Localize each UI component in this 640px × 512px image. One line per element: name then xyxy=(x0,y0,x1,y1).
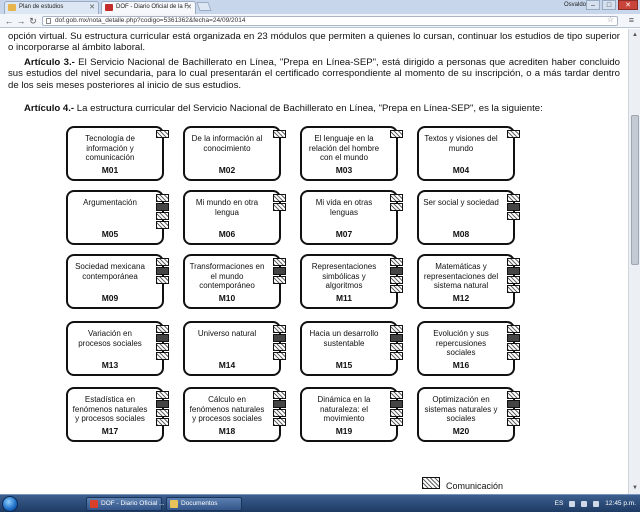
puzzle-tab xyxy=(156,194,169,202)
puzzle-tab xyxy=(390,325,403,333)
close-window-button[interactable]: ✕ xyxy=(618,0,638,10)
module-puzzle-tabs xyxy=(390,325,403,360)
scroll-down-arrow-icon[interactable]: ▼ xyxy=(632,485,638,491)
reload-icon[interactable]: ↻ xyxy=(29,16,37,26)
puzzle-tab xyxy=(390,203,403,211)
module-code: M07 xyxy=(335,229,353,239)
module-code: M17 xyxy=(101,426,119,436)
module-code: M16 xyxy=(452,360,470,370)
puzzle-tab xyxy=(156,276,169,284)
puzzle-tab xyxy=(156,400,169,408)
module-code: M15 xyxy=(335,360,353,370)
scroll-up-arrow-icon[interactable]: ▲ xyxy=(632,32,638,38)
puzzle-tab xyxy=(273,400,286,408)
start-button[interactable] xyxy=(2,496,18,512)
puzzle-tab xyxy=(390,334,403,342)
puzzle-tab xyxy=(156,221,169,229)
close-tab-icon[interactable]: ✕ xyxy=(89,4,95,11)
module-code: M04 xyxy=(452,165,470,175)
wrench-menu-icon[interactable]: ≡ xyxy=(628,15,634,25)
article-4-text: La estructura curricular del Servicio Nacional de Bachillerato en Línea, "Prepa en Línea-SEP", es la siguiente: xyxy=(74,103,543,114)
module-name: Universo natural xyxy=(197,329,257,338)
module-name: Representaciones simbólicas y algoritmos xyxy=(311,262,377,290)
puzzle-tab xyxy=(156,409,169,417)
puzzle-tab xyxy=(507,258,520,266)
system-tray xyxy=(555,495,640,512)
browser-toolbar xyxy=(0,14,640,28)
module-puzzle-tabs xyxy=(156,325,169,360)
clock[interactable]: 12:45 p.m. xyxy=(605,500,636,507)
puzzle-tab xyxy=(273,276,286,284)
module-name: Cálculo en fenómenos naturales y procesos sociales xyxy=(189,395,265,423)
module-code: M09 xyxy=(101,293,119,303)
module-code: M18 xyxy=(218,426,236,436)
module-card xyxy=(417,126,515,181)
puzzle-tab xyxy=(507,267,520,275)
module-puzzle-tabs xyxy=(390,391,403,426)
puzzle-tab xyxy=(273,258,286,266)
browser-tab-strip xyxy=(0,0,640,14)
module-name: De la información al conocimiento xyxy=(191,134,263,153)
module-code: M03 xyxy=(335,165,353,175)
windows-taskbar xyxy=(0,494,640,512)
module-card xyxy=(417,254,515,309)
tab-label: Plan de estudios xyxy=(19,4,64,10)
tab-dof[interactable] xyxy=(101,1,196,14)
module-puzzle-tabs xyxy=(507,325,520,360)
intro-text: opción virtual. Su estructura curricular está organizada en 23 módulos que permiten a quienes lo cursan, continuar los estudios de tipo superior o incorporarse al ámbito laboral. xyxy=(8,31,620,54)
task-label: Documentos xyxy=(181,500,218,507)
module-name: Matemáticas y representaciones del sistema natural xyxy=(423,262,499,290)
module-name: Dinámica en la naturaleza: el movimiento xyxy=(317,395,371,423)
puzzle-tab xyxy=(390,409,403,417)
puzzle-tab xyxy=(273,203,286,211)
volume-icon[interactable] xyxy=(581,501,587,507)
module-puzzle-tabs xyxy=(273,258,286,284)
puzzle-tab xyxy=(156,334,169,342)
puzzle-tab xyxy=(273,352,286,360)
module-code: M06 xyxy=(218,229,236,239)
module-name: Hacia un desarrollo sustentable xyxy=(309,329,379,348)
puzzle-tab xyxy=(507,194,520,202)
module-puzzle-tabs xyxy=(390,130,403,138)
puzzle-tab xyxy=(156,418,169,426)
module-code: M20 xyxy=(452,426,470,436)
module-name: Evolución y sus repercusiones sociales xyxy=(433,329,489,357)
module-code: M10 xyxy=(218,293,236,303)
module-name: Mi mundo en otra lengua xyxy=(195,198,259,217)
puzzle-tab xyxy=(507,409,520,417)
url-text: dof.gob.mx/nota_detalle.php?codigo=5361362&fecha=24/09/2014 xyxy=(55,17,246,24)
puzzle-tab xyxy=(156,130,169,138)
bookmark-star-icon[interactable]: ☆ xyxy=(606,15,614,24)
module-card xyxy=(66,126,164,181)
maximize-button[interactable]: □ xyxy=(602,0,616,10)
dof-favicon-icon xyxy=(105,4,113,11)
module-puzzle-tabs xyxy=(273,194,286,211)
module-code: M14 xyxy=(218,360,236,370)
puzzle-tab xyxy=(390,285,403,293)
module-puzzle-tabs xyxy=(507,130,520,138)
module-puzzle-tabs xyxy=(156,391,169,426)
chrome-icon xyxy=(90,500,98,508)
module-card xyxy=(300,321,398,376)
module-name: Optimización en sistemas naturales y sociales xyxy=(424,395,498,423)
puzzle-tab xyxy=(390,343,403,351)
puzzle-tab xyxy=(273,409,286,417)
module-puzzle-tabs xyxy=(507,258,520,293)
vertical-scrollbar[interactable] xyxy=(628,29,640,494)
module-card xyxy=(66,190,164,245)
puzzle-tab xyxy=(273,334,286,342)
puzzle-tab xyxy=(507,130,520,138)
article-3-text: El Servicio Nacional de Bachillerato en Línea, "Prepa en Línea-SEP", está dirigido a personas que acrediten haber concluido sus estudios del nivel secundaria, para lo cual presentarán el certificado correspondiente al momento de su inscripción, o a más tardar dentro de los seis meses posteriores al inicio de sus estudios. xyxy=(8,57,620,91)
module-puzzle-tabs xyxy=(156,258,169,284)
language-indicator[interactable]: ES xyxy=(554,500,564,507)
puzzle-tab xyxy=(390,400,403,408)
module-card xyxy=(66,387,164,442)
module-code: M12 xyxy=(452,293,470,303)
module-name: Argumentación xyxy=(83,198,137,207)
module-code: M02 xyxy=(218,165,236,175)
module-code: M13 xyxy=(101,360,119,370)
module-puzzle-tabs xyxy=(390,258,403,293)
module-card xyxy=(183,126,281,181)
puzzle-tab xyxy=(156,325,169,333)
task-label: DOF - Diario Oficial ... xyxy=(101,500,165,507)
module-puzzle-tabs xyxy=(156,194,169,229)
puzzle-tab xyxy=(507,391,520,399)
module-card xyxy=(300,254,398,309)
module-card xyxy=(183,321,281,376)
puzzle-tab xyxy=(156,258,169,266)
puzzle-tab xyxy=(273,391,286,399)
puzzle-tab xyxy=(156,203,169,211)
window-controls xyxy=(586,0,638,10)
folder-icon xyxy=(170,500,178,508)
module-name: Variación en procesos sociales xyxy=(78,329,142,348)
puzzle-tab xyxy=(390,130,403,138)
puzzle-tab xyxy=(156,267,169,275)
legend-label: Comunicación xyxy=(446,481,504,491)
module-puzzle-tabs xyxy=(156,130,169,138)
article-4-label: Artículo 4.- xyxy=(24,103,75,114)
module-code: M08 xyxy=(452,229,470,239)
puzzle-tab xyxy=(507,400,520,408)
article-3-paragraph xyxy=(8,57,620,91)
close-tab-icon[interactable]: ✕ xyxy=(186,4,192,11)
module-code: M05 xyxy=(101,229,119,239)
puzzle-tab xyxy=(390,276,403,284)
puzzle-tab xyxy=(273,343,286,351)
puzzle-tab xyxy=(390,258,403,266)
back-arrow-icon[interactable]: ← xyxy=(4,16,14,26)
tab-plan-de-estudios[interactable] xyxy=(4,1,99,14)
module-name: El lenguaje en la relación del hombre con el mundo xyxy=(308,134,380,162)
module-puzzle-tabs xyxy=(507,194,520,220)
legend-swatch xyxy=(422,477,440,489)
puzzle-tab xyxy=(390,391,403,399)
module-puzzle-tabs xyxy=(507,391,520,426)
module-name: Textos y visiones del mundo xyxy=(424,134,498,153)
module-card xyxy=(66,254,164,309)
puzzle-tab xyxy=(390,418,403,426)
module-code: M11 xyxy=(335,293,353,303)
puzzle-tab xyxy=(507,325,520,333)
page-icon xyxy=(46,18,51,24)
puzzle-tab xyxy=(507,418,520,426)
module-name: Mi vida en otras lenguas xyxy=(315,198,373,217)
network-icon[interactable] xyxy=(569,501,575,507)
puzzle-tab xyxy=(507,276,520,284)
module-card xyxy=(417,387,515,442)
puzzle-tab xyxy=(273,325,286,333)
module-card xyxy=(417,321,515,376)
module-card xyxy=(300,126,398,181)
module-name: Transformaciones en el mundo contemporáneo xyxy=(189,262,265,290)
module-card xyxy=(300,387,398,442)
puzzle-tab xyxy=(507,212,520,220)
module-name: Ser social y sociedad xyxy=(423,198,499,207)
puzzle-tab xyxy=(507,343,520,351)
module-puzzle-tabs xyxy=(390,194,403,211)
puzzle-tab xyxy=(507,352,520,360)
document-page xyxy=(0,29,628,494)
module-card xyxy=(183,387,281,442)
puzzle-tab xyxy=(273,130,286,138)
taskbar-item-dof[interactable] xyxy=(86,497,165,511)
puzzle-tab xyxy=(507,203,520,211)
puzzle-tab xyxy=(273,267,286,275)
article-3-label: Artículo 3.- xyxy=(24,57,75,68)
user-name[interactable]: Osvaldo xyxy=(563,2,586,8)
puzzle-tab xyxy=(273,194,286,202)
puzzle-tab xyxy=(156,352,169,360)
minimize-button[interactable]: – xyxy=(586,0,600,10)
tab-label: DOF - Diario Oficial de la F xyxy=(116,4,189,10)
new-tab-button[interactable] xyxy=(196,2,211,11)
module-card xyxy=(183,254,281,309)
puzzle-tab xyxy=(156,212,169,220)
module-card xyxy=(300,190,398,245)
forward-arrow-icon[interactable]: → xyxy=(16,16,26,26)
article-4-paragraph xyxy=(8,103,620,114)
flag-icon[interactable] xyxy=(593,501,599,507)
module-name: Estadística en fenómenos naturales y procesos sociales xyxy=(72,395,148,423)
module-name: Sociedad mexicana contemporánea xyxy=(75,262,145,281)
puzzle-tab xyxy=(156,391,169,399)
puzzle-tab xyxy=(390,267,403,275)
module-card xyxy=(417,190,515,245)
address-bar[interactable] xyxy=(42,16,618,26)
module-puzzle-tabs xyxy=(273,325,286,360)
module-code: M01 xyxy=(101,165,119,175)
intro-paragraph xyxy=(8,31,620,54)
module-name: Tecnología de información y comunicación xyxy=(85,134,135,162)
puzzle-tab xyxy=(507,285,520,293)
puzzle-tab xyxy=(156,343,169,351)
puzzle-tab xyxy=(273,418,286,426)
module-code: M19 xyxy=(335,426,353,436)
folder-icon xyxy=(8,4,16,11)
module-puzzle-tabs xyxy=(273,391,286,426)
puzzle-tab xyxy=(390,352,403,360)
scroll-thumb[interactable] xyxy=(631,115,639,265)
module-puzzle-tabs xyxy=(273,130,286,138)
taskbar-item-documentos[interactable] xyxy=(166,497,242,511)
puzzle-tab xyxy=(507,334,520,342)
module-card xyxy=(66,321,164,376)
module-card xyxy=(183,190,281,245)
puzzle-tab xyxy=(390,194,403,202)
